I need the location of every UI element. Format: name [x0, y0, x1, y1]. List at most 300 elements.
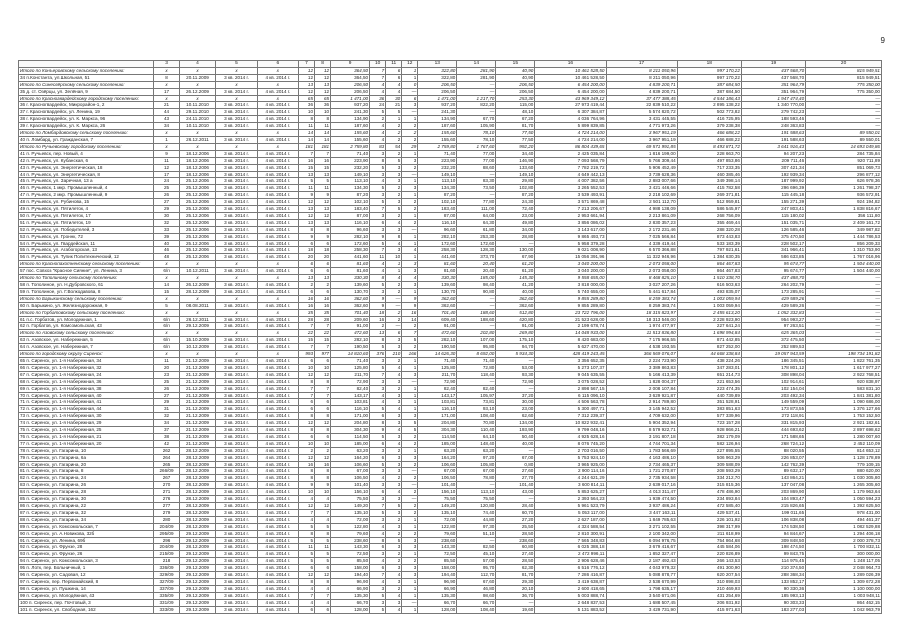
- row-label: 75 п. Сиренск, ул. 1-я Набережная, 25: [19, 427, 154, 434]
- table-cell: 873 443,83: [677, 233, 741, 240]
- table-cell: 89 632,17: [741, 468, 805, 475]
- table-cell: 8: [298, 378, 314, 385]
- table-cell: x: [257, 309, 298, 316]
- row-label: 72 п. Сиренск, ул. 1-я Набережная, 44: [19, 406, 154, 413]
- table-cell: 1 392 625,50: [806, 503, 882, 510]
- row-label: 53 п. Ручьевск, ул. Гроннк, 72: [19, 233, 154, 240]
- table-cell: 497 853,86: [677, 157, 741, 164]
- table-cell: 194,40: [418, 572, 457, 579]
- table-cell: 32: [154, 219, 179, 226]
- table-cell: 173 873,55: [741, 406, 805, 413]
- table-cell: 4 544 186,43: [677, 95, 741, 102]
- table-cell: x: [179, 295, 216, 302]
- table-cell: 206,50: [418, 88, 457, 95]
- table-cell: 66,90: [418, 585, 457, 592]
- table-cell: x: [179, 351, 216, 358]
- table-cell: 67,00: [331, 468, 370, 475]
- table-cell: 3 356 652,35: [535, 357, 606, 364]
- table-cell: 864 462,15: [806, 599, 882, 606]
- table-cell: 1: [402, 74, 418, 81]
- table-cell: 8 076 745,20: [535, 440, 606, 447]
- table-cell: 3: [370, 496, 386, 503]
- table-cell: 5: [370, 406, 386, 413]
- table-cell: 4 244 621,29: [535, 475, 606, 482]
- table-cell: 437 568,70: [741, 67, 805, 74]
- table-cell: 143,30: [331, 544, 370, 551]
- header-cell: 9: [331, 61, 370, 68]
- table-cell: 125,80: [331, 364, 370, 371]
- table-cell: 67,60: [457, 578, 496, 585]
- subtotal-row: [19, 95, 882, 102]
- table-cell: 7: [370, 247, 386, 254]
- table-cell: 1: [402, 585, 418, 592]
- table-cell: 41,20: [496, 282, 535, 289]
- table-cell: 12: [315, 371, 331, 378]
- table-cell: 2: [386, 212, 402, 219]
- table-cell: x: [216, 330, 257, 337]
- table-cell: 6 454 200,00: [535, 81, 606, 88]
- table-cell: 19 057 943,59: [741, 351, 805, 358]
- table-cell: 116,10: [331, 219, 370, 226]
- table-cell: 37 477 388,45: [606, 95, 677, 102]
- table-cell: 7 782 219,72: [535, 164, 606, 171]
- row-label: 68 п. Сиренск, ул. 1-я Набережная, 36: [19, 378, 154, 385]
- table-row: [19, 420, 882, 427]
- header-cell: 16: [535, 61, 606, 68]
- table-cell: 2 501 112,70: [606, 199, 677, 206]
- table-cell: 8: [315, 226, 331, 233]
- table-cell: 185,00: [331, 440, 370, 447]
- table-cell: —: [402, 88, 418, 95]
- table-cell: 10 461 528,50: [535, 67, 606, 74]
- table-cell: 1 721 270,87: [606, 468, 677, 475]
- table-cell: 4 кв. 2014 г.: [257, 109, 298, 116]
- table-cell: 37,20: [496, 392, 535, 399]
- table-cell: 1: [402, 240, 418, 247]
- table-cell: 3 кв. 2014 г.: [216, 102, 257, 109]
- table-row: [19, 385, 882, 392]
- table-cell: 11: [154, 157, 179, 164]
- row-label: 67 п. Сиренск, ул. 1-я Набережная, 24: [19, 371, 154, 378]
- table-cell: 6: [298, 288, 314, 295]
- table-cell: 87,20: [331, 192, 370, 199]
- table-cell: 10: [315, 440, 331, 447]
- table-cell: 4 кв. 2014 г.: [257, 378, 298, 385]
- table-cell: 1 100 000,00: [806, 585, 882, 592]
- table-cell: 3 кв. 2014 г.: [216, 226, 257, 233]
- table-cell: 149,10: [418, 171, 457, 178]
- table-row: [19, 247, 882, 254]
- table-cell: 30: [386, 95, 402, 102]
- table-cell: 2: [370, 116, 386, 123]
- table-cell: 4 кв. 2014 г.: [257, 199, 298, 206]
- table-cell: 7: [298, 385, 314, 392]
- table-cell: 4 кв. 2014 г.: [257, 164, 298, 171]
- table-cell: 155,60: [331, 130, 370, 137]
- table-cell: 2: [386, 123, 402, 130]
- table-cell: 2: [402, 461, 418, 468]
- table-cell: 40,90: [496, 74, 535, 81]
- table-cell: 172,60: [418, 240, 457, 247]
- table-cell: 5: [386, 109, 402, 116]
- table-cell: 7 213 206,67: [535, 206, 606, 213]
- table-cell: 21.12.2009: [179, 440, 216, 447]
- table-cell: 2 735 934,58: [606, 475, 677, 482]
- header-cell: 3: [154, 61, 179, 68]
- table-cell: 192 939,34: [741, 171, 805, 178]
- table-cell: 5: [315, 537, 331, 544]
- table-cell: 3 447 163,11: [606, 509, 677, 516]
- table-cell: x: [216, 261, 257, 268]
- table-cell: 1 698 994,84: [677, 330, 741, 337]
- table-cell: 16: [370, 316, 386, 323]
- table-cell: 2 627 187,00: [535, 516, 606, 523]
- table-cell: 8 259 383,74: [606, 295, 677, 302]
- table-cell: 3 937 486,24: [606, 503, 677, 510]
- row-label: 50 п. Ручьевск, ул. Пятилеток, 17: [19, 212, 154, 219]
- row-label: 64 п. Азовское, ул. Набережная, 7: [19, 344, 154, 351]
- table-cell: —: [457, 378, 496, 385]
- table-cell: 13: [298, 206, 314, 213]
- table-cell: 8: [315, 427, 331, 434]
- table-cell: 429 537,41: [677, 509, 741, 516]
- table-cell: 60,80: [496, 544, 535, 551]
- table-cell: 13: [298, 171, 314, 178]
- row-label: Итого по Барыкинскому сельскому поселению:: [19, 295, 154, 302]
- table-cell: 445 584,06: [677, 544, 741, 551]
- table-cell: 11: [298, 544, 314, 551]
- row-label: 44 п. Ручьевск, ул. Энергетическая, 8: [19, 171, 154, 178]
- table-cell: 62,60: [496, 413, 535, 420]
- table-cell: 1 082 529,88: [806, 523, 882, 530]
- table-cell: 5 740 655,00: [535, 288, 606, 295]
- table-cell: 29.11.2010: [179, 109, 216, 116]
- table-cell: x: [216, 95, 257, 102]
- table-cell: 2: [386, 316, 402, 323]
- table-cell: 10: [315, 489, 331, 496]
- table-cell: 79,60: [331, 530, 370, 537]
- table-cell: 34,00: [496, 226, 535, 233]
- table-cell: 502 773,82: [677, 109, 741, 116]
- table-cell: 1: [386, 261, 402, 268]
- table-cell: 4 кв. 2014 г.: [257, 364, 298, 371]
- table-cell: 3 кв. 2014 г.: [216, 496, 257, 503]
- table-cell: 4 013 311,47: [606, 489, 677, 496]
- table-cell: 6/п: [154, 337, 179, 344]
- table-row: [19, 496, 882, 503]
- table-cell: 69 571 991,85: [606, 143, 677, 150]
- table-cell: 102,10: [331, 199, 370, 206]
- table-cell: 3 389 863,83: [606, 364, 677, 371]
- table-cell: 135,10: [331, 509, 370, 516]
- table-cell: 21.12.2009: [179, 413, 216, 420]
- table-cell: 28,50: [496, 530, 535, 537]
- table-cell: 60,70: [496, 509, 535, 516]
- row-label: 74 п. Сиренск, ул. 1-я Набережная, 29: [19, 420, 154, 427]
- table-cell: 1 947 474,40: [741, 95, 805, 102]
- table-cell: 1 510 338,70: [677, 275, 741, 282]
- table-cell: 2 906 628,46: [535, 558, 606, 565]
- table-cell: 7: [370, 206, 386, 213]
- table-cell: 28.12.2009: [179, 447, 216, 454]
- table-cell: 3 кв. 2014 г.: [216, 565, 257, 572]
- table-cell: 754 864,68: [677, 537, 741, 544]
- table-cell: 4 036 764,96: [535, 116, 606, 123]
- table-cell: 9: [298, 482, 314, 489]
- table-cell: 4 кв. 2014 г.: [257, 88, 298, 95]
- header-cell: [19, 61, 154, 68]
- row-label: Итого по Конъеровскому сельскому поселению:: [19, 67, 154, 74]
- table-row: [19, 592, 882, 599]
- table-cell: 3 кв. 2014 г.: [216, 288, 257, 295]
- table-row: [19, 447, 882, 454]
- table-cell: 29: [154, 399, 179, 406]
- table-row: [19, 606, 882, 613]
- table-cell: 4 709 632,00: [606, 413, 677, 420]
- table-cell: 296: [154, 537, 179, 544]
- table-cell: 336/09: [154, 565, 179, 572]
- table-cell: 472,60: [418, 330, 457, 337]
- table-cell: 28.12.2009: [179, 288, 216, 295]
- table-cell: 4 кв. 2014 г.: [257, 447, 298, 454]
- table-cell: 3 кв. 2014 г.: [216, 136, 257, 143]
- table-cell: 3 кв. 2014 г.: [216, 482, 257, 489]
- table-row: [19, 136, 882, 143]
- table-cell: x: [179, 81, 216, 88]
- table-cell: 2 213 861,09: [606, 212, 677, 219]
- table-cell: 2: [402, 130, 418, 137]
- table-cell: 1 471,00: [331, 95, 370, 102]
- table-cell: 6: [370, 440, 386, 447]
- table-cell: 106,60: [418, 461, 457, 468]
- table-cell: —: [806, 275, 882, 282]
- table-cell: 331/09: [154, 599, 179, 606]
- table-cell: 1: [402, 578, 418, 585]
- table-cell: 61,80: [457, 226, 496, 233]
- table-cell: 171 588,65: [741, 433, 805, 440]
- table-cell: 2: [386, 309, 402, 316]
- table-cell: 35: [315, 309, 331, 316]
- table-cell: 3: [370, 599, 386, 606]
- table-cell: 232,20: [331, 164, 370, 171]
- table-cell: 66,70: [457, 599, 496, 606]
- table-cell: 6: [298, 261, 314, 268]
- table-cell: 8 420 683,00: [535, 337, 606, 344]
- subtotal-row: [19, 351, 882, 358]
- table-cell: 4: [370, 530, 386, 537]
- table-cell: 3 571 869,48: [535, 199, 606, 206]
- header-cell: 20: [806, 61, 882, 68]
- table-cell: 72,50: [418, 551, 457, 558]
- table-cell: 14 626,30: [418, 351, 457, 358]
- row-label: 34 п.Константа, ул.Школьная, 51: [19, 74, 154, 81]
- table-cell: 4 кв. 2014 г.: [257, 565, 298, 572]
- table-cell: 105,97: [457, 392, 496, 399]
- table-cell: 156,10: [418, 489, 457, 496]
- table-cell: 78,80: [457, 475, 496, 482]
- table-cell: 1: [402, 357, 418, 364]
- table-cell: 128,00: [418, 606, 457, 613]
- table-cell: 10 822 932,41: [535, 420, 606, 427]
- table-cell: 279 742,23: [741, 109, 805, 116]
- table-cell: 77,50: [496, 136, 535, 143]
- table-cell: 82,40: [457, 385, 496, 392]
- table-row: [19, 178, 882, 185]
- subtotal-row: [19, 130, 882, 137]
- table-cell: 1: [402, 364, 418, 371]
- table-cell: 29.12.2009: [179, 565, 216, 572]
- table-cell: 3 кв. 2014 г.: [216, 164, 257, 171]
- table-cell: 26: [154, 192, 179, 199]
- table-cell: 6: [386, 74, 402, 81]
- table-cell: 3: [386, 578, 402, 585]
- table-cell: 4 кв. 2014 г.: [257, 178, 298, 185]
- table-row: [19, 468, 882, 475]
- table-cell: 5: [370, 344, 386, 351]
- table-cell: 4 кв. 2014 г.: [257, 516, 298, 523]
- table-cell: 6/п: [154, 323, 179, 330]
- table-cell: 206,50: [331, 88, 370, 95]
- table-cell: 95,80: [457, 344, 496, 351]
- table-cell: 25.12.2006: [179, 199, 216, 206]
- table-cell: 11: [370, 254, 386, 261]
- table-cell: 36: [298, 102, 314, 109]
- table-cell: 27,20: [496, 516, 535, 523]
- table-cell: 247 803,41: [741, 206, 805, 213]
- table-cell: 2: [386, 447, 402, 454]
- table-cell: 4 кв. 2014 г.: [257, 551, 298, 558]
- table-cell: 7: [315, 323, 331, 330]
- table-cell: 113,10: [457, 489, 496, 496]
- table-cell: 2: [402, 323, 418, 330]
- table-cell: x: [179, 130, 216, 137]
- table-cell: 204,80: [331, 420, 370, 427]
- table-cell: 16: [298, 295, 314, 302]
- table-cell: 472,60: [331, 330, 370, 337]
- table-cell: 3 421 446,66: [606, 185, 677, 192]
- table-cell: 7: [370, 572, 386, 579]
- table-cell: 827 252,00: [677, 344, 741, 351]
- table-cell: 415 971,63: [677, 606, 741, 613]
- table-cell: 4: [386, 572, 402, 579]
- table-cell: 28.12.2009: [179, 523, 216, 530]
- table-cell: 9 799 048,16: [535, 427, 606, 434]
- table-cell: 3 кв. 2014 г.: [216, 503, 257, 510]
- table-cell: 3 кв. 2014 г.: [216, 489, 257, 496]
- table-cell: 3 965 925,00: [535, 461, 606, 468]
- table-cell: 1: [386, 116, 402, 123]
- row-label: 61 п.с. Горбатов, ул. Молодежная, 1: [19, 316, 154, 323]
- table-cell: 3 кв. 2014 г.: [216, 447, 257, 454]
- table-cell: 282,10: [418, 337, 457, 344]
- table-cell: 3 кв. 2014 г.: [216, 599, 257, 606]
- table-cell: 30,00: [496, 399, 535, 406]
- table-cell: 4 кв. 2014 г.: [257, 599, 298, 606]
- table-cell: 7 175 966,55: [606, 337, 677, 344]
- table-cell: 204/09: [154, 544, 179, 551]
- table-cell: 3: [386, 413, 402, 420]
- table-cell: 36: [370, 95, 386, 102]
- row-label: 77 п. Сиренск, ул. 1-я Набережная, 20: [19, 440, 154, 447]
- row-label: 57 пос. Совхоз "Красное Сияние", ул. Ленина, 3: [19, 268, 154, 275]
- table-cell: 4 724 214,00: [535, 130, 606, 137]
- table-cell: 133,60: [496, 164, 535, 171]
- table-cell: 143,17: [418, 392, 457, 399]
- table-cell: 2: [402, 475, 418, 482]
- table-cell: 115,00: [496, 102, 535, 109]
- table-cell: 322,80: [418, 67, 457, 74]
- table-cell: 25.12.2006: [179, 226, 216, 233]
- table-cell: 63,20: [418, 447, 457, 454]
- table-cell: 586 545,97: [677, 206, 741, 213]
- table-cell: 87,20: [496, 192, 535, 199]
- table-cell: 7 025 566,84: [606, 233, 677, 240]
- table-cell: 4 кв. 2014 г.: [257, 247, 298, 254]
- table-cell: 3: [386, 399, 402, 406]
- table-cell: 7: [315, 509, 331, 516]
- table-cell: 3 967 951,19: [606, 136, 677, 143]
- table-cell: 93,10: [457, 406, 496, 413]
- table-cell: 4 кв. 2014 г.: [257, 544, 298, 551]
- table-cell: 1 090 686,00: [806, 399, 882, 406]
- subtotal-row: [19, 67, 882, 74]
- table-cell: 85,50: [331, 558, 370, 565]
- table-cell: 1 783 566,69: [606, 447, 677, 454]
- table-cell: 93,30: [496, 371, 535, 378]
- table-cell: 271: [154, 489, 179, 496]
- table-cell: 29,80: [496, 178, 535, 185]
- table-cell: 300 000,00: [806, 551, 882, 558]
- table-cell: 4 кв. 2014 г.: [257, 385, 298, 392]
- table-cell: 188,60: [457, 316, 496, 323]
- table-cell: x: [216, 295, 257, 302]
- table-cell: 1: [402, 254, 418, 261]
- table-row: [19, 433, 882, 440]
- table-cell: 91,00: [331, 323, 370, 330]
- table-cell: 25.12.2006: [179, 247, 216, 254]
- table-cell: 954 993,27: [741, 316, 805, 323]
- table-cell: 992,20: [496, 143, 535, 150]
- row-label: 83 п. Сиренск, ул. Гагарина, 26: [19, 482, 154, 489]
- table-cell: 491 300,90: [677, 565, 741, 572]
- table-cell: 2: [386, 150, 402, 157]
- table-cell: 3: [386, 178, 402, 185]
- row-label: Итого по Ручьевскому городскому поселению:: [19, 143, 154, 150]
- table-cell: 6: [298, 399, 314, 406]
- table-cell: 29.12.2009: [179, 323, 216, 330]
- table-cell: 4: [386, 240, 402, 247]
- table-cell: 3 кв. 2014 г.: [216, 316, 257, 323]
- table-cell: 4 кв. 2014 г.: [257, 537, 298, 544]
- row-label: 39 г. Красногвардейск, ул. К. Маркса, 26: [19, 123, 154, 130]
- table-cell: 775 350,00: [806, 88, 882, 95]
- table-cell: 1 841 381,80: [806, 392, 882, 399]
- table-cell: 2 100 342,00: [606, 530, 677, 537]
- table-cell: 1 280 007,60: [806, 433, 882, 440]
- table-cell: 4 кв. 2014 г.: [257, 468, 298, 475]
- row-label: 85 п. Сиренск, ул. Гагарина, 30: [19, 496, 154, 503]
- table-cell: 3: [402, 268, 418, 275]
- table-cell: 43,00: [496, 489, 535, 496]
- table-cell: 6: [298, 268, 314, 275]
- table-cell: —: [806, 302, 882, 309]
- table-cell: 25.12.2006: [179, 185, 216, 192]
- table-cell: 67,00: [457, 468, 496, 475]
- row-label: Итого по городскому округу Сиренск:: [19, 351, 154, 358]
- table-cell: 29.12.2009: [179, 606, 216, 613]
- table-row: [19, 116, 882, 123]
- table-cell: 29.12.2009: [179, 585, 216, 592]
